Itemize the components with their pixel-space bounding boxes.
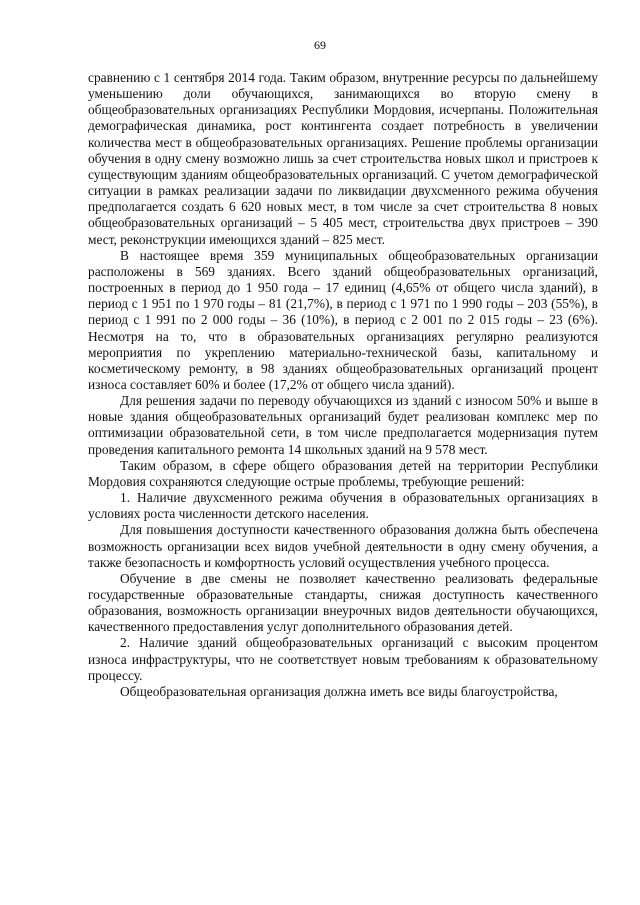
paragraph: Для решения задачи по переводу обучающихся из зданий с износом 50% и выше в новые здания общеобразовательных организаций будет реализован комплекс мер по оптимизации образовательной сети, в том числе предполагается модернизация путем проведения капитального ремонта 14 школьных зданий на 9 578 мест. (88, 393, 598, 457)
document-body (88, 70, 598, 700)
list-item-problem-1: 1. Наличие двухсменного режима обучения в образовательных организациях в условиях роста численности детского населения. (88, 490, 598, 522)
page-number: 69 (314, 38, 326, 52)
list-item-problem-2: 2. Наличие зданий общеобразовательных организаций с высоким процентом износа инфраструктуры, что не соответствует новым требованиям к образовательному процессу. (88, 635, 598, 683)
paragraph: Общеобразовательная организация должна иметь все виды благоустройства, (120, 683, 558, 699)
paragraph: В настоящее время 359 муниципальных общеобразовательных организации расположены в 569 зданиях. Всего зданий общеобразовательных организаций, построенных в период до 1 950 года – 17 единиц (4,65% от общего числа зданий), в период с 1 951 по 1 970 годы – 81 (21,7%), в период с 1 971 по 1 990 годы – 203 (55%), в период с 1 991 по 2 000 годы – 36 (10%), в период с 2 001 по 2 015 годы – 23 (6%). Несмотря на то, что в образовательных организациях регулярно реализуются мероприятия по укреплению материально-технической базы, капитальному и косметическому ремонту, в 98 зданиях общеобразовательных организаций процент износа составляет 60% и более (17,2% от общего числа зданий). (88, 247, 598, 392)
paragraph: Обучение в две смены не позволяет качественно реализовать федеральные государственные образовательные стандарты, снижая доступность качественного образования, возможность организации внеурочных видов деятельности обучающихся, качественного предоставления услуг дополнительного образования детей. (88, 570, 598, 635)
paragraph: сравнению с 1 сентября 2014 года. Таким образом, внутренние ресурсы по дальнейшему уменьшению доли обучающихся, занимающихся во вторую смену в общеобразовательных организациях Республики Мордовия, исчерпаны. Положительная демографическая динамика, рост контингента создает потребность в увеличении количества мест в общеобразовательных организациях. Решение проблемы организации обучения в одну смену возможно лишь за счет строительства новых школ и пристроев к существующим зданиям общеобразовательных организаций. С учетом демографической ситуации в рамках реализации задачи по ликвидации двухсменного режима обучения предполагается создать 6 620 новых мест, в том числе за счет строительства 8 новых общеобразовательных организаций – 5 405 мест, строительства двух пристроев – 390 мест, реконструкции имеющихся зданий – 825 мест. (88, 70, 598, 247)
paragraph: Для повышения доступности качественного образования должна быть обеспечена возможность организации всех видов учебной деятельности в одну смену обучения, а также безопасность и комфортность условий осуществления учебного процесса. (88, 522, 598, 570)
paragraph: Таким образом, в сфере общего образования детей на территории Республики Мордовия сохраняются следующие острые проблемы, требующие решений: (88, 457, 598, 489)
